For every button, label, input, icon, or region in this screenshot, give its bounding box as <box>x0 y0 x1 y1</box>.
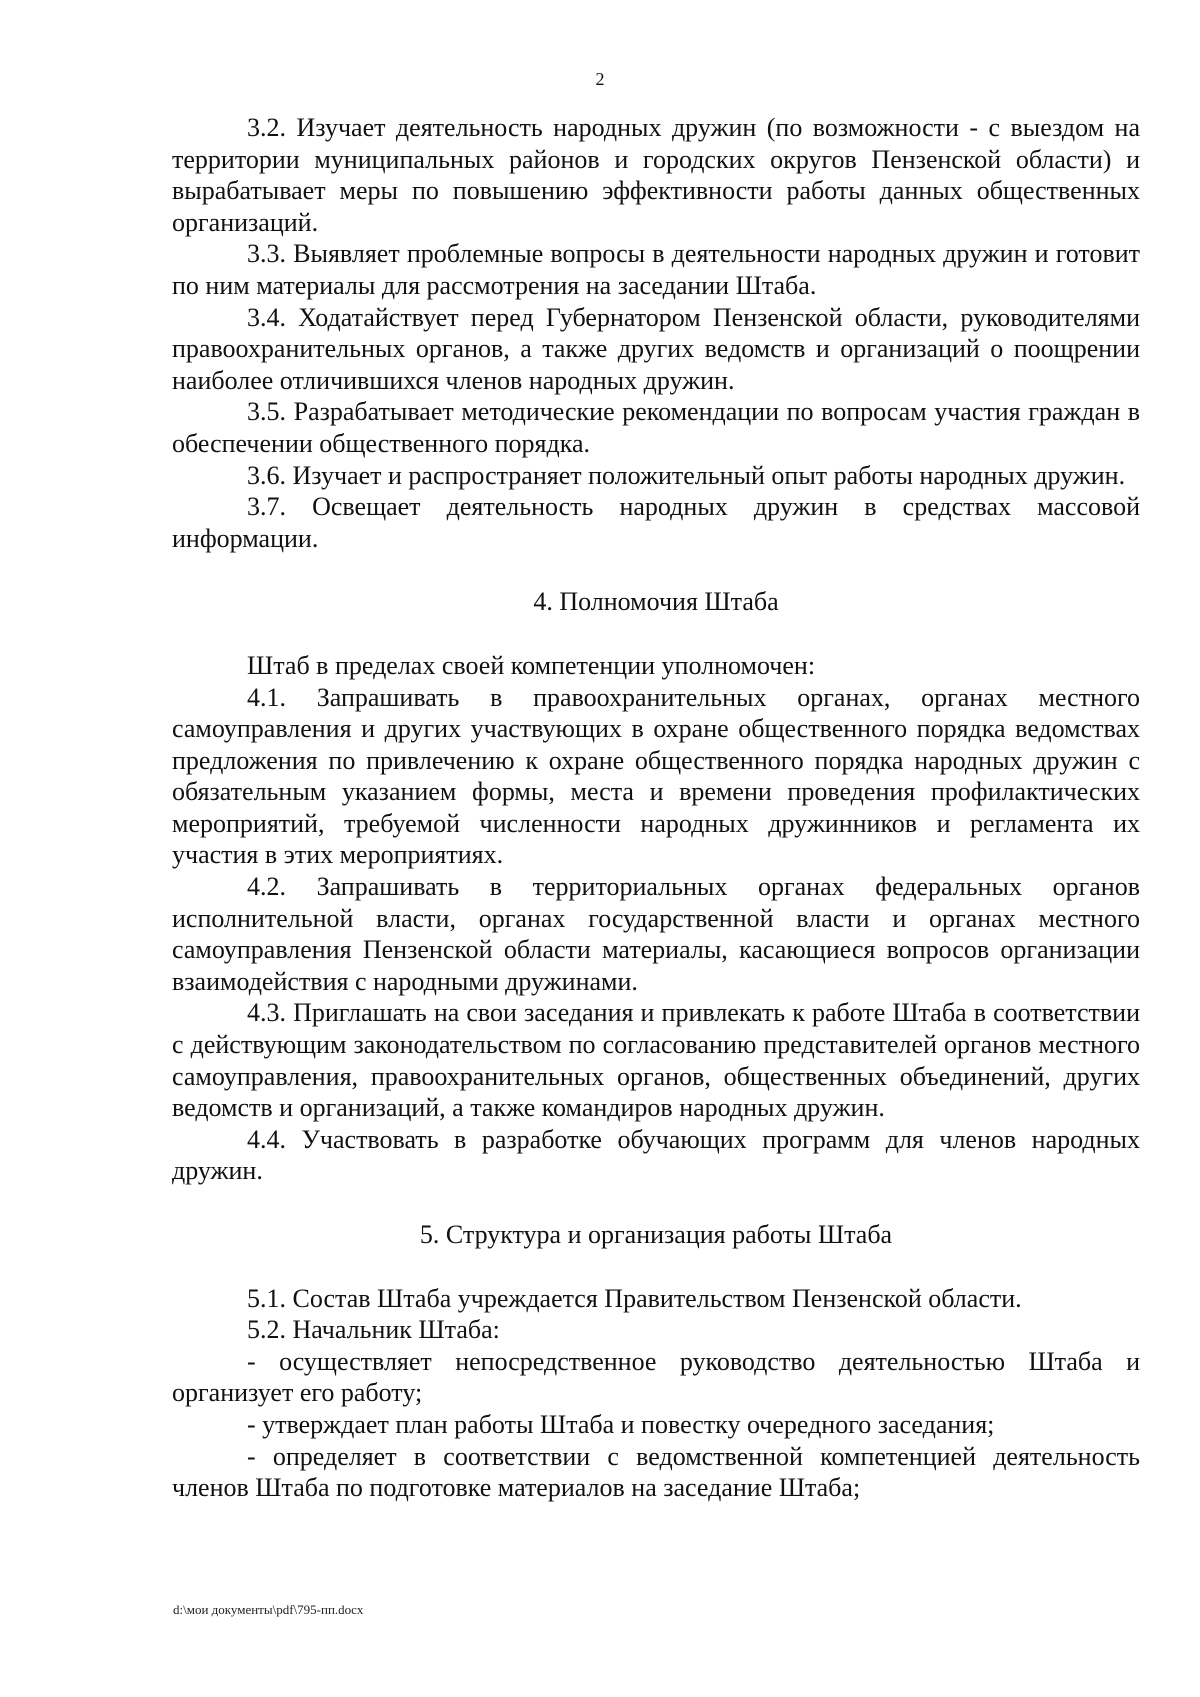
document-body <box>172 112 1140 1504</box>
paragraph-3-3: 3.3. Выявляет проблемные вопросы в деятельности народных дружин и готовит по ним материалы для рассмотрения на заседании Штаба. <box>172 239 1140 300</box>
paragraph-4-3: 4.3. Приглашать на свои заседания и привлекать к работе Штаба в соответствии с действующим законодательством по согласованию представителей органов местного самоуправления, правоохранительных органов, общественных объединений, других ведомств и организаций, а также командиров народных дружин. <box>172 998 1140 1123</box>
paragraph-3-7: 3.7. Освещает деятельность народных дружин в средствах массовой информации. <box>172 492 1140 553</box>
list-item-approves-plan: - утверждает план работы Штаба и повестку очередного заседания; <box>247 1409 995 1439</box>
paragraph-3-6: 3.6. Изучает и распространяет положительный опыт работы народных дружин. <box>247 460 1126 490</box>
paragraph-4-2: 4.2. Запрашивать в территориальных органах федеральных органов исполнительной власти, органах государственной власти и органах местного самоуправления Пензенской области материалы, касающиеся вопросов организации взаимодействия с народными дружинами. <box>172 872 1140 996</box>
paragraph-4-4: 4.4. Участвовать в разработке обучающих программ для членов народных дружин. <box>172 1124 1140 1186</box>
paragraph-5-2: 5.2. Начальник Штаба: <box>247 1315 500 1345</box>
footer-file-path: d:\мои документы\pdf\795-пп.docx <box>173 1602 364 1617</box>
paragraph-3-4: 3.4. Ходатайствует перед Губернатором Пензенской области, руководителями правоохранительных органов, а также других ведомств и организаций о поощрении наиболее отличившихся членов народных дружин. <box>172 302 1140 395</box>
page-number: 2 <box>595 69 605 89</box>
list-item-direct-management: - осуществляет непосредственное руководство деятельностью Штаба и организует его работу; <box>172 1346 1140 1408</box>
paragraph-3-5: 3.5. Разрабатывает методические рекомендации по вопросам участия граждан в обеспечении общественного порядка. <box>172 397 1140 458</box>
paragraph-5-1: 5.1. Состав Штаба учреждается Правительством Пензенской области. <box>247 1283 1022 1313</box>
section-heading-5: 5. Структура и организация работы Штаба <box>419 1220 893 1249</box>
paragraph-4-1: 4.1. Запрашивать в правоохранительных органах, органах местного самоуправления и других участвующих в охране общественного порядка ведомствах предложения по привлечению к охране общественного порядка народных дружин с обязательным указанием формы, места и времени проведения профилактических мероприятий, требуемой численности народных дружинников и регламента их участия в этих мероприятиях. <box>172 682 1140 870</box>
paragraph-3-2: 3.2. Изучает деятельность народных дружин (по возможности - с выездом на территории муниципальных районов и городских округов Пензенской области) и вырабатывает меры по повышению эффективности работы данных общественных организаций. <box>172 113 1140 237</box>
paragraph-4-intro: Штаб в пределах своей компетенции уполномочен: <box>247 650 816 680</box>
section-heading-4: 4. Полномочия Штаба <box>533 587 779 617</box>
list-item-defines-activity: - определяет в соответствии с ведомственной компетенцией деятельность членов Штаба по подготовке материалов на заседание Штаба; <box>172 1441 1140 1503</box>
